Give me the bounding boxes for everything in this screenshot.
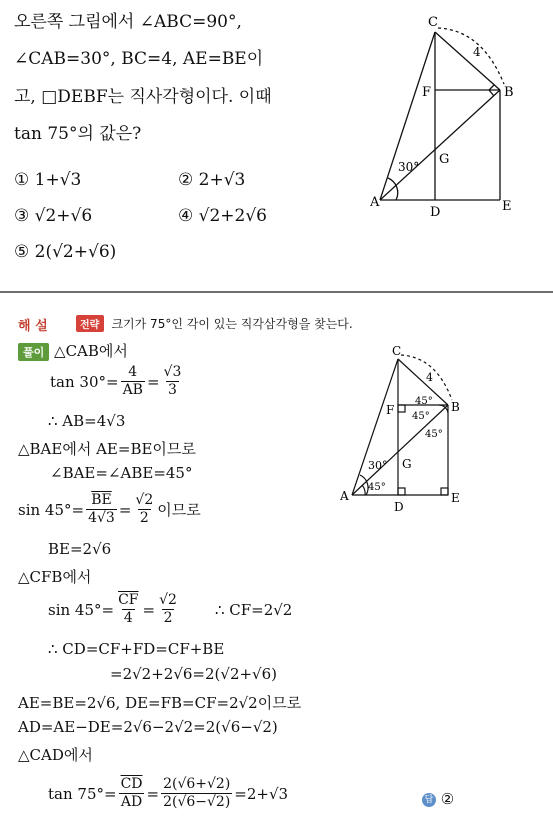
label-F: F: [422, 85, 432, 100]
tan30-num: 4: [128, 364, 138, 380]
problem-line-3: 고, □DEBF는 직사각형이다. 이때: [14, 87, 272, 107]
strategy-row: [76, 315, 353, 332]
choice-1[interactable]: ① 1+√3: [14, 170, 82, 190]
label-E: E: [451, 491, 460, 505]
figure-solution: [340, 345, 520, 520]
arc-CB-4: [438, 28, 504, 84]
right-angle-D: [398, 488, 405, 495]
label-side-4: 4: [473, 45, 481, 59]
solve-badge: 풀이: [18, 343, 49, 361]
sol-line-7: BE=2√6: [48, 540, 112, 558]
label-G: G: [439, 152, 450, 167]
tan75-tail: =2+√3: [234, 784, 289, 803]
label-B: B: [451, 400, 460, 414]
strategy-badge: 전략: [76, 315, 104, 332]
sol-line-1: △CAB에서: [54, 342, 128, 360]
tan75-num: $\overline{CD}$: [120, 776, 143, 792]
right-angle-F: [398, 405, 405, 412]
tan30-lhs: tan 30°=: [50, 372, 119, 391]
strategy-text: 크기가 75°인 각이 있는 직각삼각형을 찾는다.: [111, 317, 353, 331]
answer-value: ②: [440, 790, 455, 808]
sol-line-5: ∠BAE=∠ABE=45°: [50, 464, 193, 482]
solution-header: [18, 315, 48, 334]
sin45-den2: 2: [139, 510, 149, 526]
sol-line-10: ∴ CD=CF+FD=CF+BE: [48, 640, 225, 658]
frac-tan75-b: [161, 776, 232, 811]
label-E: E: [502, 199, 512, 214]
label-F: F: [386, 403, 395, 417]
sin45b-num: $\overline{CF}$: [118, 592, 139, 608]
eq-tan75: [48, 776, 288, 811]
label-side-4: 4: [426, 371, 433, 384]
sin45-den: 4√3: [88, 510, 115, 526]
solve-row: [18, 340, 128, 361]
frac-sin45b-b: [157, 592, 179, 627]
sol-line-3: ∴ AB=4√3: [48, 412, 126, 430]
label-A: A: [340, 489, 349, 503]
tan75-num2: 2(√6+√2): [163, 776, 231, 792]
eq-sin45-a: [18, 492, 201, 527]
segment-CB: [435, 32, 500, 90]
tan75-eq: =: [146, 784, 160, 803]
label-B: B: [504, 85, 514, 100]
sol-line-11: =2√2+2√6=2(√2+√6): [110, 665, 278, 683]
frac-sin45-b: [133, 492, 155, 527]
label-angle-45-B: 45°: [425, 429, 443, 440]
sin45-num2: √2: [135, 492, 154, 508]
angle-arc-A-45: [362, 485, 365, 495]
eq-sin45-b: [48, 592, 292, 627]
sol-line-13: AD=AE−DE=2√6−2√2=2(√6−√2): [18, 718, 278, 736]
eq-tan30: [50, 364, 185, 399]
sol-line-14: △CAD에서: [18, 746, 93, 764]
sol-line-4: △BAE에서 AE=BE이므로: [18, 440, 196, 458]
sin45b-eq: =: [142, 600, 156, 619]
sin45-eq: =: [118, 500, 132, 519]
choice-5[interactable]: ⑤ 2(√2+√6): [14, 242, 117, 262]
sin45b-tail: ∴ CF=2√2: [214, 600, 293, 619]
frac-tan75-a: [119, 776, 145, 811]
tan30-num2: √3: [163, 364, 182, 380]
sin45-tail: 이므로: [157, 501, 201, 519]
choice-4[interactable]: ④ √2+2√6: [178, 206, 268, 226]
frac-sin45-a: [86, 492, 117, 527]
label-D: D: [394, 500, 404, 514]
label-C: C: [392, 345, 402, 358]
sin45b-den: 4: [123, 610, 133, 626]
sin45-num: $\overline{BE}$: [91, 492, 112, 508]
frac-tan30-a: [121, 364, 145, 399]
answer-row: [422, 790, 454, 808]
answer-mark-icon: 답: [422, 793, 436, 807]
choice-2[interactable]: ② 2+√3: [178, 170, 246, 190]
sin45b-num2: √2: [159, 592, 177, 608]
sin45b-den2: 2: [163, 610, 173, 626]
problem-line-4: tan 75°의 값은?: [14, 124, 142, 144]
figure-problem: [370, 10, 550, 220]
label-angle-45-A: 45°: [368, 482, 386, 493]
choice-3[interactable]: ③ √2+√6: [14, 206, 93, 226]
label-G: G: [402, 457, 412, 471]
sin45b-lhs: sin 45°=: [48, 600, 115, 619]
tan30-den: AB: [122, 382, 143, 398]
angle-arc-A: [360, 475, 368, 495]
label-angle-30: 30°: [368, 459, 388, 472]
right-angle-E: [441, 488, 448, 495]
tan75-den: AD: [120, 794, 143, 810]
section-divider: [0, 291, 553, 293]
label-A: A: [370, 195, 380, 210]
frac-sin45b-a: [116, 592, 140, 627]
tan75-den2: 2(√6−√2): [163, 794, 231, 810]
label-D: D: [430, 205, 441, 220]
label-angle-45-CB: 45°: [415, 396, 433, 407]
label-angle-45-FB: 45°: [412, 411, 430, 422]
segment-AC: [352, 359, 398, 495]
tan30-eq: =: [146, 372, 160, 391]
frac-tan30-b: [162, 364, 184, 399]
problem-line-1: 오른쪽 그림에서 ∠ABC=90°,: [14, 12, 242, 32]
solution-label: 해 설: [18, 319, 48, 334]
label-angle-30: 30°: [398, 160, 420, 174]
sol-line-12: AE=BE=2√6, DE=FB=CF=2√2이므로: [18, 694, 302, 712]
sol-line-8: △CFB에서: [18, 568, 92, 586]
problem-line-2: ∠CAB=30°, BC=4, AE=BE이: [14, 49, 264, 69]
tan30-den2: 3: [168, 382, 177, 398]
label-C: C: [428, 15, 438, 30]
sin45-lhs: sin 45°=: [18, 500, 85, 519]
tan75-lhs: tan 75°=: [48, 784, 117, 803]
